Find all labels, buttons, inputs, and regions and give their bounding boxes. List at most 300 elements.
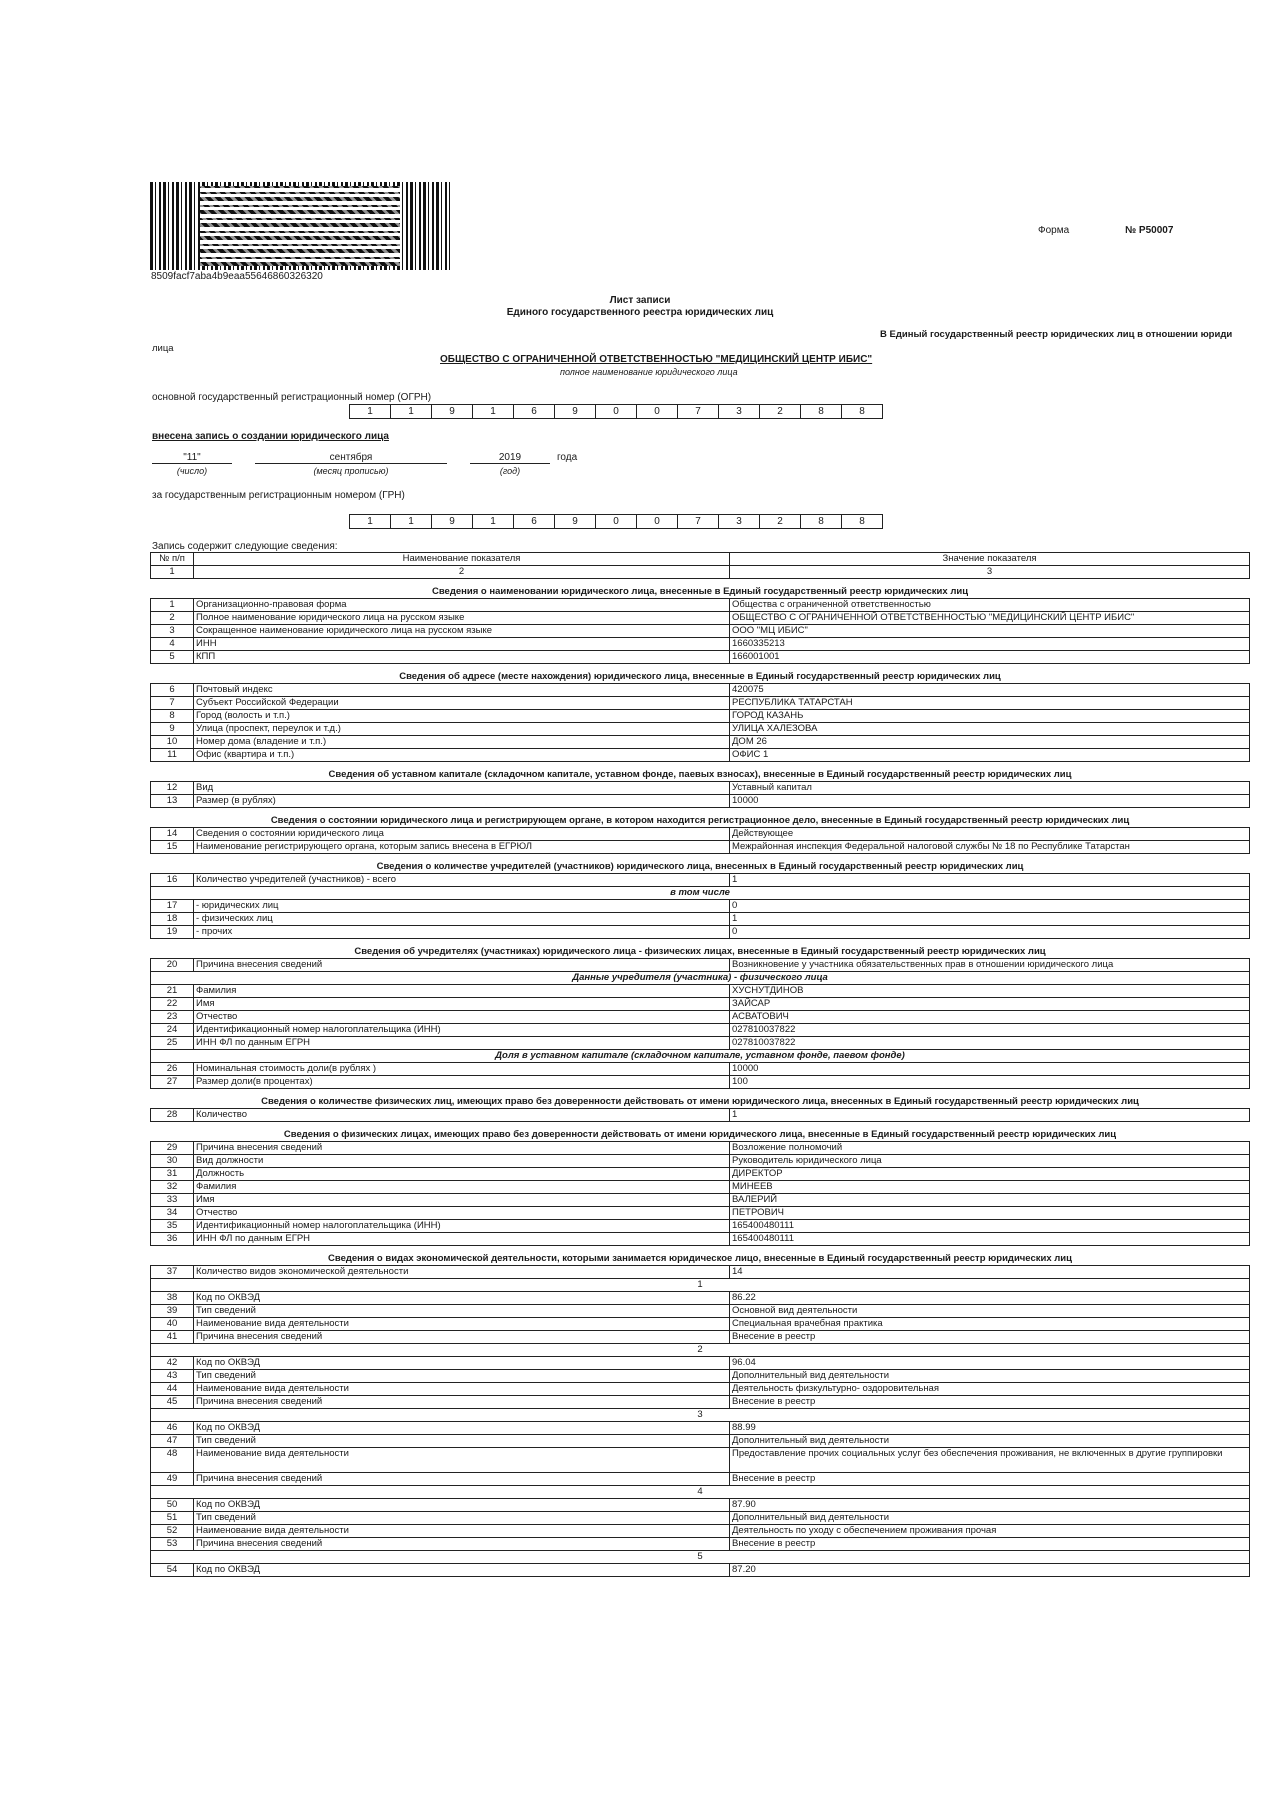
row-value: 1660335213 xyxy=(730,638,1250,651)
table-row xyxy=(151,841,1250,854)
row-name: Имя xyxy=(194,1194,730,1207)
row-number: 50 xyxy=(151,1499,194,1512)
row-value: ДИРЕКТОР xyxy=(730,1168,1250,1181)
row-value: 10000 xyxy=(730,1063,1250,1076)
table-row xyxy=(151,1473,1250,1486)
date-year-caption: (год) xyxy=(499,466,521,476)
row-value: Предоставление прочих социальных услуг без обеспечения проживания, не включенных в другие группировки xyxy=(730,1448,1250,1473)
table-row xyxy=(151,1155,1250,1168)
row-name: - юридических лиц xyxy=(194,900,730,913)
ogrn-digits xyxy=(350,404,883,419)
table-row xyxy=(151,1024,1250,1037)
row-value: Внесение в реестр xyxy=(730,1331,1250,1344)
row-name: Причина внесения сведений xyxy=(194,1331,730,1344)
section-heading: Сведения об адресе (месте нахождения) юридического лица, внесенные в Единый государственный реестр юридических лиц xyxy=(399,671,1001,682)
grn-digit: 1 xyxy=(390,514,432,529)
table-row xyxy=(151,1109,1250,1122)
row-value: УЛИЦА ХАЛЕЗОВА xyxy=(730,723,1250,736)
row-name: ИНН ФЛ по данным ЕГРН xyxy=(194,1037,730,1050)
row-value: Возникновение у участника обязательственных прав в отношении юридического лица xyxy=(730,959,1250,972)
table-row xyxy=(151,684,1250,697)
table-row xyxy=(151,985,1250,998)
row-name: Наименование регистрирующего органа, которым запись внесена в ЕГРЮЛ xyxy=(194,841,730,854)
table-row xyxy=(151,1233,1250,1246)
row-value: 420075 xyxy=(730,684,1250,697)
row-value: 165400480111 xyxy=(730,1233,1250,1246)
ogrn-digit: 9 xyxy=(431,404,473,419)
table-row xyxy=(151,913,1250,926)
row-value: 027810037822 xyxy=(730,1037,1250,1050)
row-value: МИНЕЕВ xyxy=(730,1181,1250,1194)
row-name: ИНН ФЛ по данным ЕГРН xyxy=(194,1233,730,1246)
date-day: "11" xyxy=(152,452,232,464)
table-row xyxy=(151,1305,1250,1318)
doc-subtitle: Единого государственного реестра юридических лиц xyxy=(506,307,774,318)
row-name: Номер дома (владение и т.п.) xyxy=(194,736,730,749)
grn-digit: 0 xyxy=(595,514,637,529)
row-value: ОБЩЕСТВО С ОГРАНИЧЕННОЙ ОТВЕТСТВЕННОСТЬЮ "МЕДИЦИНСКИЙ ЦЕНТР ИБИС" xyxy=(730,612,1250,625)
table-row xyxy=(151,1181,1250,1194)
table-row xyxy=(151,749,1250,762)
row-number: 23 xyxy=(151,1011,194,1024)
row-value: 0 xyxy=(730,900,1250,913)
table-header-num-row xyxy=(151,566,1250,579)
row-name: Код по ОКВЭД xyxy=(194,1292,730,1305)
row-name: Фамилия xyxy=(194,1181,730,1194)
section-heading: Сведения о количестве физических лиц, имеющих право без доверенности действовать от имени юридического лица, внесенных в Единый государственный реестр юридических лиц xyxy=(261,1096,1139,1107)
row-number: 7 xyxy=(151,697,194,710)
form-label: Форма xyxy=(1038,225,1070,236)
barcode-text: 8509facf7aba4b9eaa55646860326320 xyxy=(151,271,323,282)
row-number: 41 xyxy=(151,1331,194,1344)
row-number: 38 xyxy=(151,1292,194,1305)
row-number: 35 xyxy=(151,1220,194,1233)
table-row xyxy=(151,1168,1250,1181)
row-value: ООО "МЦ ИБИС" xyxy=(730,625,1250,638)
row-value: Внесение в реестр xyxy=(730,1538,1250,1551)
row-name: Тип сведений xyxy=(194,1370,730,1383)
row-name: Идентификационный номер налогоплательщика (ИНН) xyxy=(194,1220,730,1233)
row-number: 34 xyxy=(151,1207,194,1220)
intro-continuation: лица xyxy=(152,343,174,354)
row-value: Действующее xyxy=(730,828,1250,841)
row-number: 31 xyxy=(151,1168,194,1181)
row-value: Дополнительный вид деятельности xyxy=(730,1370,1250,1383)
date-goda: года xyxy=(557,452,578,463)
row-value: 165400480111 xyxy=(730,1220,1250,1233)
org-full-name: ОБЩЕСТВО С ОГРАНИЧЕННОЙ ОТВЕТСТВЕННОСТЬЮ "МЕДИЦИНСКИЙ ЦЕНТР ИБИС" xyxy=(440,354,873,365)
row-number: 8 xyxy=(151,710,194,723)
row-name: Вид должности xyxy=(194,1155,730,1168)
table-row xyxy=(151,1357,1250,1370)
row-name: Код по ОКВЭД xyxy=(194,1357,730,1370)
row-number: 16 xyxy=(151,874,194,887)
group-number: 1 xyxy=(151,1279,1250,1292)
row-number: 30 xyxy=(151,1155,194,1168)
table-row xyxy=(151,1512,1250,1525)
section-heading: Сведения об уставном капитале (складочном капитале, уставном фонде, паевых взносах), внесенные в Единый государственный реестр юридических лиц xyxy=(328,769,1072,780)
grn-digit: 6 xyxy=(513,514,555,529)
row-name: Организационно-правовая форма xyxy=(194,599,730,612)
record-intro: Запись содержит следующие сведения: xyxy=(152,541,338,552)
row-number: 9 xyxy=(151,723,194,736)
group-number: 2 xyxy=(151,1344,1250,1357)
ogrn-label: основной государственный регистрационный номер (ОГРН) xyxy=(152,392,432,403)
ogrn-digit: 8 xyxy=(841,404,883,419)
row-number: 28 xyxy=(151,1109,194,1122)
row-value: ДОМ 26 xyxy=(730,736,1250,749)
table-row xyxy=(151,828,1250,841)
row-number: 39 xyxy=(151,1305,194,1318)
row-number: 48 xyxy=(151,1448,194,1473)
section-heading-row xyxy=(151,579,1250,599)
row-name: Должность xyxy=(194,1168,730,1181)
row-number: 49 xyxy=(151,1473,194,1486)
table-row xyxy=(151,1318,1250,1331)
table-row xyxy=(151,1383,1250,1396)
table-row xyxy=(151,1292,1250,1305)
section-heading: Сведения о физических лицах, имеющих право без доверенности действовать от имени юридического лица, внесенные в Единый государственный реестр юридических лиц xyxy=(283,1129,1117,1140)
row-name: Сокращенное наименование юридического лица на русском языке xyxy=(194,625,730,638)
table-row xyxy=(151,874,1250,887)
section-heading: Сведения об учредителях (участниках) юридического лица - физических лицах, внесенные в Единый государственный реестр юридических лиц xyxy=(354,946,1046,957)
datamatrix-barcode xyxy=(150,182,450,270)
ogrn-digit: 3 xyxy=(718,404,760,419)
row-number: 27 xyxy=(151,1076,194,1089)
ogrn-digit: 2 xyxy=(759,404,801,419)
table-row xyxy=(151,1435,1250,1448)
row-value: Деятельность физкультурно- оздоровительная xyxy=(730,1383,1250,1396)
row-name: Количество учредителей (участников) - всего xyxy=(194,874,730,887)
row-number: 13 xyxy=(151,795,194,808)
row-value: Специальная врачебная практика xyxy=(730,1318,1250,1331)
row-number: 25 xyxy=(151,1037,194,1050)
table-row xyxy=(151,1011,1250,1024)
grn-digit: 1 xyxy=(472,514,514,529)
section-heading-row xyxy=(151,664,1250,684)
table-row xyxy=(151,795,1250,808)
subsection-heading: в том числе xyxy=(151,887,1250,900)
row-number: 52 xyxy=(151,1525,194,1538)
row-name: Причина внесения сведений xyxy=(194,959,730,972)
header-value: Значение показателя xyxy=(730,553,1250,566)
group-number: 3 xyxy=(151,1409,1250,1422)
row-name: Отчество xyxy=(194,1011,730,1024)
row-number: 44 xyxy=(151,1383,194,1396)
header-no: № п/п xyxy=(151,553,194,566)
table-row xyxy=(151,782,1250,795)
row-number: 18 xyxy=(151,913,194,926)
grn-digit: 3 xyxy=(718,514,760,529)
row-name: Отчество xyxy=(194,1207,730,1220)
group-number: 4 xyxy=(151,1486,1250,1499)
table-row xyxy=(151,1422,1250,1435)
row-value: Внесение в реестр xyxy=(730,1396,1250,1409)
table-row xyxy=(151,998,1250,1011)
row-value: ГОРОД КАЗАНЬ xyxy=(730,710,1250,723)
ogrn-digit: 0 xyxy=(595,404,637,419)
row-name: Количество видов экономической деятельности xyxy=(194,1266,730,1279)
row-number: 12 xyxy=(151,782,194,795)
section-heading: Сведения о наименовании юридического лица, внесенные в Единый государственный реестр юридических лиц xyxy=(431,586,969,597)
row-number: 42 xyxy=(151,1357,194,1370)
row-name: Наименование вида деятельности xyxy=(194,1318,730,1331)
group-number-row xyxy=(151,1551,1250,1564)
row-value: 10000 xyxy=(730,795,1250,808)
row-name: Причина внесения сведений xyxy=(194,1142,730,1155)
ogrn-digit: 1 xyxy=(349,404,391,419)
ogrn-digit: 9 xyxy=(554,404,596,419)
row-number: 24 xyxy=(151,1024,194,1037)
table-row xyxy=(151,625,1250,638)
row-value: 1 xyxy=(730,913,1250,926)
row-name: Код по ОКВЭД xyxy=(194,1499,730,1512)
section-heading: Сведения о количестве учредителей (участников) юридического лица, внесенных в Единый государственный реестр юридических лиц xyxy=(376,861,1024,872)
row-name: Размер (в рублях) xyxy=(194,795,730,808)
ogrn-digit: 6 xyxy=(513,404,555,419)
row-number: 10 xyxy=(151,736,194,749)
table-row xyxy=(151,736,1250,749)
row-name: Улица (проспект, переулок и т.д.) xyxy=(194,723,730,736)
date-day-caption: (число) xyxy=(176,466,208,476)
row-value: ОФИС 1 xyxy=(730,749,1250,762)
row-number: 2 xyxy=(151,612,194,625)
row-number: 19 xyxy=(151,926,194,939)
section-heading: Сведения о видах экономической деятельности, которыми занимается юридическое лицо, внесенные в Единый государственный реестр юридических лиц xyxy=(328,1253,1072,1264)
grn-digits xyxy=(350,514,883,529)
section-heading-row xyxy=(151,1089,1250,1109)
row-value: ВАЛЕРИЙ xyxy=(730,1194,1250,1207)
row-name: Полное наименование юридического лица на русском языке xyxy=(194,612,730,625)
row-number: 47 xyxy=(151,1435,194,1448)
row-number: 15 xyxy=(151,841,194,854)
row-number: 26 xyxy=(151,1063,194,1076)
row-value: Дополнительный вид деятельности xyxy=(730,1512,1250,1525)
row-number: 20 xyxy=(151,959,194,972)
row-value: Внесение в реестр xyxy=(730,1473,1250,1486)
row-name: Наименование вида деятельности xyxy=(194,1448,730,1473)
row-number: 45 xyxy=(151,1396,194,1409)
table-row xyxy=(151,638,1250,651)
table-row xyxy=(151,1370,1250,1383)
grn-digit: 9 xyxy=(431,514,473,529)
ogrn-digit: 7 xyxy=(677,404,719,419)
row-value: Общества с ограниченной ответственностью xyxy=(730,599,1250,612)
row-name: Наименование вида деятельности xyxy=(194,1525,730,1538)
row-name: Тип сведений xyxy=(194,1305,730,1318)
table-row xyxy=(151,926,1250,939)
row-name: Номинальная стоимость доли(в рублях ) xyxy=(194,1063,730,1076)
row-value: РЕСПУБЛИКА ТАТАРСТАН xyxy=(730,697,1250,710)
org-name-caption: полное наименование юридического лица xyxy=(560,367,738,377)
row-number: 40 xyxy=(151,1318,194,1331)
table-row xyxy=(151,1499,1250,1512)
row-name: Код по ОКВЭД xyxy=(194,1422,730,1435)
section-heading: Сведения о состоянии юридического лица и регистрирующем органе, в котором находится регистрационное дело, внесенные в Единый государственный реестр юридических лиц xyxy=(270,815,1130,826)
date-month: сентября xyxy=(255,452,447,464)
table-row xyxy=(151,1396,1250,1409)
row-value: 96.04 xyxy=(730,1357,1250,1370)
header-num-3: 3 xyxy=(730,566,1250,579)
row-value: Дополнительный вид деятельности xyxy=(730,1435,1250,1448)
subsection-heading: Доля в уставном капитале (складочном капитале, уставном фонде, паевом фонде) xyxy=(151,1050,1250,1063)
row-value: 0 xyxy=(730,926,1250,939)
row-name: Фамилия xyxy=(194,985,730,998)
row-name: Количество xyxy=(194,1109,730,1122)
doc-title: Лист записи xyxy=(609,295,671,306)
row-name: Вид xyxy=(194,782,730,795)
header-num-1: 1 xyxy=(151,566,194,579)
section-heading-row xyxy=(151,762,1250,782)
header-name: Наименование показателя xyxy=(194,553,730,566)
row-number: 51 xyxy=(151,1512,194,1525)
row-number: 21 xyxy=(151,985,194,998)
row-number: 22 xyxy=(151,998,194,1011)
row-number: 5 xyxy=(151,651,194,664)
row-number: 32 xyxy=(151,1181,194,1194)
row-value: 88.99 xyxy=(730,1422,1250,1435)
row-value: 86.22 xyxy=(730,1292,1250,1305)
subsection-row xyxy=(151,887,1250,900)
row-name: Наименование вида деятельности xyxy=(194,1383,730,1396)
row-name: Причина внесения сведений xyxy=(194,1538,730,1551)
row-number: 17 xyxy=(151,900,194,913)
table-row xyxy=(151,599,1250,612)
table-row xyxy=(151,1220,1250,1233)
records-table xyxy=(150,552,1250,1577)
table-row xyxy=(151,959,1250,972)
grn-digit: 0 xyxy=(636,514,678,529)
ogrn-digit: 8 xyxy=(800,404,842,419)
ogrn-digit: 0 xyxy=(636,404,678,419)
table-row xyxy=(151,697,1250,710)
date-year: 2019 xyxy=(470,452,550,464)
grn-digit: 8 xyxy=(841,514,883,529)
table-row xyxy=(151,1076,1250,1089)
row-value: Межрайонная инспекция Федеральной налоговой службы № 18 по Республике Татарстан xyxy=(730,841,1250,854)
table-row xyxy=(151,1037,1250,1050)
table-row xyxy=(151,1142,1250,1155)
row-number: 33 xyxy=(151,1194,194,1207)
section-heading-row xyxy=(151,1122,1250,1142)
grn-digit: 9 xyxy=(554,514,596,529)
subsection-row xyxy=(151,972,1250,985)
row-value: Руководитель юридического лица xyxy=(730,1155,1250,1168)
header-num-2: 2 xyxy=(194,566,730,579)
table-row xyxy=(151,612,1250,625)
grn-digit: 7 xyxy=(677,514,719,529)
row-number: 43 xyxy=(151,1370,194,1383)
section-heading-row xyxy=(151,1246,1250,1266)
row-name: Причина внесения сведений xyxy=(194,1473,730,1486)
table-header-row xyxy=(151,553,1250,566)
row-number: 1 xyxy=(151,599,194,612)
row-name: Тип сведений xyxy=(194,1512,730,1525)
table-row xyxy=(151,710,1250,723)
table-row xyxy=(151,651,1250,664)
row-value: ПЕТРОВИЧ xyxy=(730,1207,1250,1220)
table-row xyxy=(151,1331,1250,1344)
row-value: Деятельность по уходу с обеспечением проживания прочая xyxy=(730,1525,1250,1538)
row-name: Почтовый индекс xyxy=(194,684,730,697)
group-number-row xyxy=(151,1409,1250,1422)
barcode-matrix-overlay xyxy=(200,186,400,266)
grn-digit: 2 xyxy=(759,514,801,529)
group-number: 5 xyxy=(151,1551,1250,1564)
row-number: 4 xyxy=(151,638,194,651)
table-row xyxy=(151,1063,1250,1076)
row-name: КПП xyxy=(194,651,730,664)
group-number-row xyxy=(151,1486,1250,1499)
row-name: Код по ОКВЭД xyxy=(194,1564,730,1577)
row-name: Тип сведений xyxy=(194,1435,730,1448)
table-row xyxy=(151,1448,1250,1473)
section-heading-row xyxy=(151,854,1250,874)
row-name: Размер доли(в процентах) xyxy=(194,1076,730,1089)
grn-digit: 1 xyxy=(349,514,391,529)
row-name: ИНН xyxy=(194,638,730,651)
row-value: 1 xyxy=(730,874,1250,887)
row-value: ХУСНУТДИНОВ xyxy=(730,985,1250,998)
row-name: Субъект Российской Федерации xyxy=(194,697,730,710)
group-number-row xyxy=(151,1279,1250,1292)
table-row xyxy=(151,1194,1250,1207)
row-value: Возложение полномочий xyxy=(730,1142,1250,1155)
row-name: Офис (квартира и т.п.) xyxy=(194,749,730,762)
row-number: 54 xyxy=(151,1564,194,1577)
row-name: Сведения о состоянии юридического лица xyxy=(194,828,730,841)
row-number: 14 xyxy=(151,828,194,841)
ogrn-digit: 1 xyxy=(390,404,432,419)
row-name: - физических лиц xyxy=(194,913,730,926)
row-value: 14 xyxy=(730,1266,1250,1279)
table-row xyxy=(151,1207,1250,1220)
subsection-heading: Данные учредителя (участника) - физического лица xyxy=(151,972,1250,985)
row-value: 87.90 xyxy=(730,1499,1250,1512)
section-heading-row xyxy=(151,939,1250,959)
row-number: 46 xyxy=(151,1422,194,1435)
row-value: Основной вид деятельности xyxy=(730,1305,1250,1318)
row-value: ЗАЙСАР xyxy=(730,998,1250,1011)
table-row xyxy=(151,1266,1250,1279)
row-value: Уставный капитал xyxy=(730,782,1250,795)
table-row xyxy=(151,1525,1250,1538)
table-row xyxy=(151,1564,1250,1577)
table-row xyxy=(151,723,1250,736)
row-name: Идентификационный номер налогоплательщика (ИНН) xyxy=(194,1024,730,1037)
row-value: АСВАТОВИЧ xyxy=(730,1011,1250,1024)
ogrn-digit: 1 xyxy=(472,404,514,419)
row-number: 11 xyxy=(151,749,194,762)
row-number: 29 xyxy=(151,1142,194,1155)
row-name: Имя xyxy=(194,998,730,1011)
date-month-caption: (месяц прописью) xyxy=(313,466,389,476)
form-number: № Р50007 xyxy=(1125,225,1174,236)
row-name: Город (волость и т.п.) xyxy=(194,710,730,723)
row-name: Причина внесения сведений xyxy=(194,1396,730,1409)
row-number: 36 xyxy=(151,1233,194,1246)
row-number: 53 xyxy=(151,1538,194,1551)
section-heading-row xyxy=(151,808,1250,828)
table-row xyxy=(151,900,1250,913)
row-name: - прочих xyxy=(194,926,730,939)
row-value: 100 xyxy=(730,1076,1250,1089)
subsection-row xyxy=(151,1050,1250,1063)
row-number: 37 xyxy=(151,1266,194,1279)
row-value: 87.20 xyxy=(730,1564,1250,1577)
row-value: 166001001 xyxy=(730,651,1250,664)
grn-label: за государственным регистрационным номером (ГРН) xyxy=(152,490,405,501)
